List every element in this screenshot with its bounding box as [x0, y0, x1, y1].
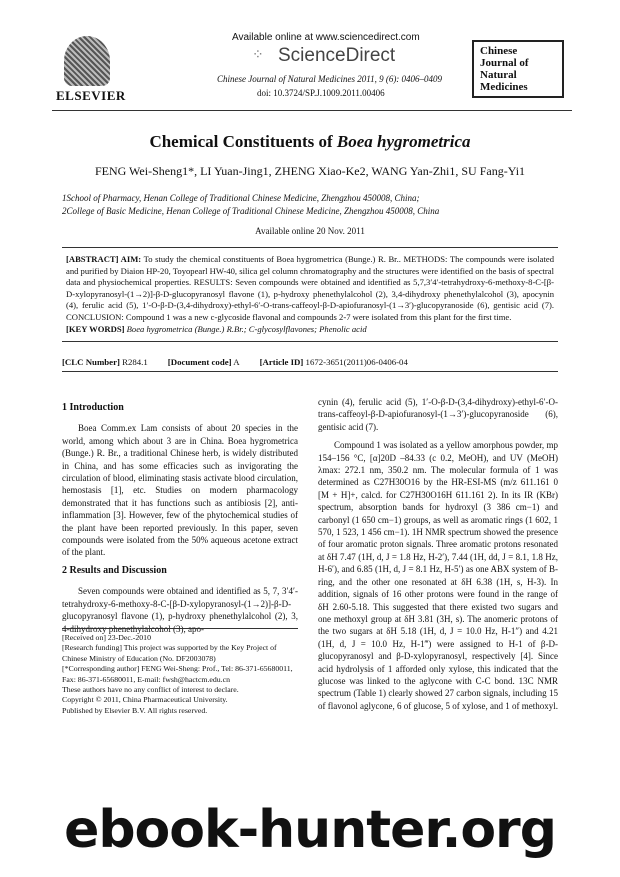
keywords: Boea hygrometrica (Bunge.) R.Br.; C-glycosylflavones; Phenolic acid — [126, 323, 367, 334]
authors: FENG Wei-Sheng1*, LI Yuan-Jing1, ZHENG Xiao-Ke2, WANG Yan-Zhi1, SU Fang-Yi1 — [94, 164, 526, 178]
results-paragraph: Seven compounds were obtained and identified as 5, 7, 3′4′-tetrahydroxy-6-methoxy-8-C-[β-D-xylopyranosyl-(1→2)]-β-D-glucopyranosyl flavone (1), p-hydroxy phenethylalcohol (2), 3, 4-dihydroxy phenethylalcohol (3), apo- — [62, 586, 298, 634]
abstract — [62, 247, 558, 342]
clc-label: [CLC Number] — [62, 357, 120, 367]
footnote-conflict: These authors have no any conflict of interest to declare. — [62, 685, 239, 695]
sciencedirect-dots-icon: ⁘ — [252, 48, 264, 63]
title-species: Boea hygrometrica — [336, 132, 471, 151]
abstract-text: To study the chemical constituents of Boea hygrometrica (Bunge.) R. Br.. METHODS: The compounds were isolated and purified by Diaion HP-20, Toyopearl HW-40, silica gel column chromatography and the structures were identified on the basis of spectral data and physiochemical properties. RESULTS: Seven compounds were obtained and identified as 5,7,3′4′-tetrahydroxy-6-methoxy-8-C-[β-D-xylopyranosyl-(1→2)]-β-D-glucopyranosyl flavone (1), p-hydroxy phenethylalcohol (2), 3,4-dihydroxy phenethylalcohol (3), apocynin (4), ferulic acid (5), 1′-O-β-D-(3,4-dihydroxy)-ethyl-6′-O-trans-caffeoyl-β-D-apiofuranosyl-(1→3′)-glucopyranoside (6), gentisic acid (7). CONCLUSION: Compound 1 was a new c-glycoside flavonal and compounds 2-7 were isolated from this plant for the first time. — [66, 254, 554, 322]
journal-citation: Chinese Journal of Natural Medicines 2011, 9 (6): 0406–0409 — [217, 74, 443, 84]
article-title — [0, 132, 620, 152]
journal-header — [52, 32, 572, 104]
abstract-label: [ABSTRACT] AIM: — [66, 254, 142, 264]
doc-code-label: [Document code] — [167, 357, 232, 367]
article-id: 1672-3651(2011)06-0406-04 — [305, 357, 408, 367]
elsevier-logo — [52, 32, 126, 103]
journal-box-line: Medicines — [480, 81, 528, 93]
section-heading-results: 2 Results and Discussion — [62, 564, 167, 576]
watermark: ebook-hunter.org — [64, 800, 556, 860]
journal-name-box — [472, 40, 564, 98]
journal-box-line: Natural — [480, 69, 517, 81]
right-column — [318, 396, 558, 718]
article-id-label: [Article ID] — [259, 357, 304, 367]
affiliation-2: 2College of Basic Medicine, Henan College of Traditional Chinese Medicine, Zhengzhou 450008, China — [62, 206, 440, 216]
footnote-funding: [Research funding] This project was supported by the Key Project of Chinese Ministry of Education (No. DF2003078) — [62, 643, 277, 663]
footnote-copyright: Copyright © 2011, China Pharmaceutical University. — [62, 695, 228, 705]
journal-box-line: Journal of — [480, 57, 529, 69]
header-divider — [52, 110, 572, 111]
intro-paragraph: Boea Comm.ex Lam consists of about 20 species in the world, among which about 3 are in China. Boea hygrometrica (Bunge.) R. Br., a traditional Chinese herb, is widely distributed in China, and has some efficacies such as invigorating the circulation of blood, eliminating stasis activate blood circulation, hemostasis [1], etc. Studies on modern pharmacology demonstrated that it has functions such as antibiosis [2], anti-inflammation [3]. However, few of the phytochemical studies of the plant have been reported previously. In this paper, seven compounds were isolated from the 50% aqueous acetone extract of the plant. — [62, 423, 298, 558]
section-heading-introduction: 1 Introduction — [62, 402, 124, 413]
doi[interactable]: doi: 10.3724/SP.J.1009.2011.00406 — [257, 88, 385, 98]
footnotes — [62, 628, 298, 716]
keywords-label: [KEY WORDS] — [66, 323, 125, 334]
sciencedirect-wordmark: ScienceDirect — [278, 45, 396, 66]
left-column — [62, 396, 298, 641]
footnote-published: Published by Elsevier B.V. All rights reserved. — [62, 705, 208, 715]
affiliation-1: 1School of Pharmacy, Henan College of Traditional Chinese Medicine, Zhengzhou 450008, China; — [62, 193, 420, 203]
journal-box-line: Chinese — [480, 45, 518, 57]
title-plain: Chemical Constituents of — [149, 132, 337, 151]
clc-number: R284.1 — [122, 357, 148, 367]
doc-code: A — [233, 357, 240, 367]
right-paragraph-1: cynin (4), ferulic acid (5), 1′-O-β-D-(3,4-dihydroxy)-ethyl-6′-O-trans-caffeoyl-β-D-apiofuranosyl-(1→3′)-glucopyranoside (6), gentisic acid (7). — [318, 397, 558, 432]
sciencedirect-logo — [252, 46, 395, 66]
available-online-date: Available online 20 Nov. 2011 — [255, 226, 365, 236]
footnote-received: [Received on] 23-Dec.-2010 — [62, 633, 151, 642]
right-paragraph-2: Compound 1 was isolated as a yellow amorphous powder, mp 154–156 °C, [α]20D –84.33 (c 0.2, MeOH), and UV (MeOH) λmax: 272.1 nm, 350.2 nm. The molecular formula of 1 was determined as C27H30O16 by the HR-ESI-MS (m/z 611.161 0 [M + H]+, calcd. for C27H30O16H 611.161 2). In its IR (KBr) spectrum, absorption bands for hydroxyl (3 386 cm−1) and carbonyl (1 650 cm−1) groups, as well as aromatic rings (1 602, 1 570, 1 523, 1 456 cm−1). 1H NMR spectrum showed the presence of four aromatic proton signals. Three aromatic protons resonated at δH 7.47 (1H, d, J = 1.8 Hz, H-2′), 7.44 (1H, dd, J = 8.1, 1.8 Hz, H-6′), and 6.85 (1H, d, J = 8.1 Hz, H-5′) as one ABX system of B-ring, and the other one resonated at δH 6.38 (1H, s, H-3). In addition, signals of 16 other protons were found in the range of δH 2.60-5.18. This suggested that there existed two sugars and one methoxyl group at δH 3.81 (3H, s). The anomeric protons of the two sugars at δH 5.18 (1H, d, J = 10.0 Hz, H-1″) and 4.21 (1H, d, J = 10.0 Hz, H-1‴) were assigned to H-1 of β-D-glucopyranosyl and β-D-xylopyranosyl, respectively [4]. Since acid hydrolysis of 1 afforded only xylose, this indicated that the glucose was linked to the aglycone with C-C bond. 13C NMR spectrum (Table 1) clearly showed 27 carbon signals, including 15 of flavonol aglycone, 6 of glucose, 5 of xylose, and 1 of methoxyl. — [318, 440, 558, 711]
classification-line — [62, 357, 558, 372]
footnote-corresponding: [*Corresponding author] FENG Wei-Sheng: Prof., Tel: 86-371-65680011, Fax: 86-371-65680011, E-mail: fwsh@hactcm.edu.cn — [62, 664, 293, 684]
elsevier-wordmark: ELSEVIER — [56, 88, 126, 103]
elsevier-tree-icon — [64, 36, 110, 86]
available-online-link[interactable]: Available online at www.sciencedirect.com — [232, 32, 420, 43]
